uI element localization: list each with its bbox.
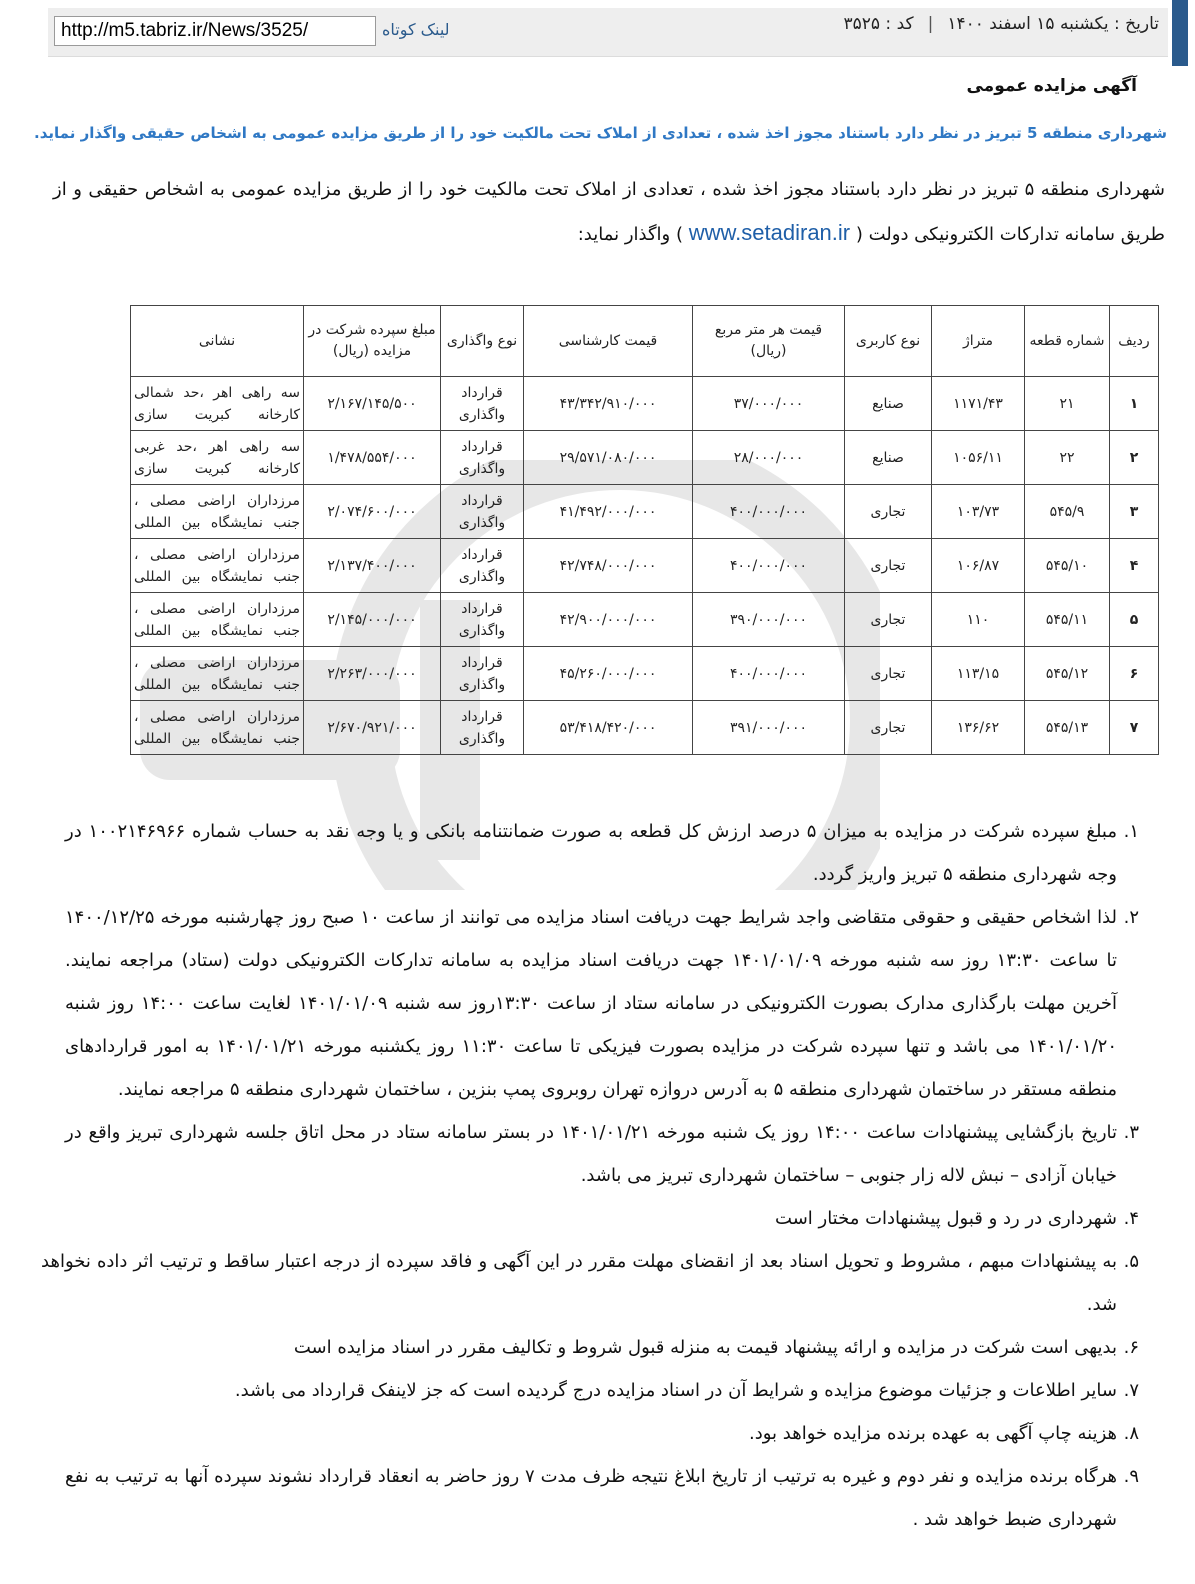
cell-appraised-price: ۴۲/۹۰۰/۰۰۰/۰۰۰ (524, 593, 693, 647)
date-code-info (844, 14, 1160, 34)
cell-price-per-sqm: ۴۰۰/۰۰۰/۰۰۰ (693, 647, 845, 701)
term-item (65, 1197, 1139, 1240)
cell-transfer-type: قرارداد واگذاری (441, 485, 524, 539)
col-header-parcel-number: شماره قطعه (1025, 306, 1110, 377)
article-summary: شهرداری منطقه 5 تبریز در نظر دارد باستناد مجوز اخذ شده ، تعدادی از املاک تحت مالکیت خود را از طریق مزایده عمومی به اشخاص حقیقی واگذار نماید. (34, 124, 1167, 142)
cell-parcel-number: ۲۲ (1025, 431, 1110, 485)
cell-area: ۱۱۷۱/۴۳ (932, 377, 1025, 431)
auction-table (130, 305, 1159, 755)
cell-address: مرزداران اراضی مصلی ، جنب نمایشگاه بین المللی (131, 593, 304, 647)
cell-appraised-price: ۴۲/۷۴۸/۰۰۰/۰۰۰ (524, 539, 693, 593)
cell-usage-type: تجاری (845, 593, 932, 647)
cell-address: مرزداران اراضی مصلی ، جنب نمایشگاه بین المللی (131, 647, 304, 701)
col-header-transfer-type: نوع واگذاری (441, 306, 524, 377)
cell-price-per-sqm: ۴۰۰/۰۰۰/۰۰۰ (693, 539, 845, 593)
term-number: ۴. (1123, 1208, 1139, 1229)
cell-row-number: ۱ (1110, 377, 1159, 431)
table-row (131, 701, 1159, 755)
term-item (65, 1412, 1139, 1455)
term-item (65, 1111, 1139, 1197)
table-row (131, 539, 1159, 593)
cell-address: مرزداران اراضی مصلی ، جنب نمایشگاه بین المللی (131, 539, 304, 593)
term-item (65, 1326, 1139, 1369)
col-header-usage-type: نوع کاربری (845, 306, 932, 377)
cell-deposit: ۲/۲۶۳/۰۰۰/۰۰۰ (304, 647, 441, 701)
cell-area: ۱۰۶/۸۷ (932, 539, 1025, 593)
cell-appraised-price: ۵۳/۴۱۸/۴۲۰/۰۰۰ (524, 701, 693, 755)
cell-address: سه راهی اهر ،حد غربی کارخانه کبریت سازی (131, 431, 304, 485)
col-header-row-number: ردیف (1110, 306, 1159, 377)
cell-deposit: ۲/۰۷۴/۶۰۰/۰۰۰ (304, 485, 441, 539)
cell-price-per-sqm: ۲۸/۰۰۰/۰۰۰ (693, 431, 845, 485)
col-header-price-per-sqm: قیمت هر متر مربع (ریال) (693, 306, 845, 377)
cell-area: ۱۰۵۶/۱۱ (932, 431, 1025, 485)
cell-price-per-sqm: ۴۰۰/۰۰۰/۰۰۰ (693, 485, 845, 539)
term-number: ۸. (1123, 1423, 1139, 1444)
cell-address: مرزداران اراضی مصلی ، جنب نمایشگاه بین المللی (131, 485, 304, 539)
cell-parcel-number: ۲۱ (1025, 377, 1110, 431)
term-text: شهرداری در رد و قبول پیشنهادات مختار است (775, 1208, 1117, 1229)
table-row (131, 377, 1159, 431)
term-number: ۲. (1123, 907, 1139, 928)
term-text: هزینه چاپ آگهی به عهده برنده مزایده خواهد بود. (749, 1423, 1117, 1444)
cell-row-number: ۷ (1110, 701, 1159, 755)
table-row (131, 431, 1159, 485)
term-item (65, 896, 1139, 1111)
term-number: ۶. (1123, 1337, 1139, 1358)
setadiran-link[interactable]: www.setadiran.ir (688, 220, 851, 245)
term-text: سایر اطلاعات و جزئیات موضوع مزایده و شرایط آن در اسناد مزایده درج گردیده است که جز لاینفک قرارداد می باشد. (234, 1380, 1117, 1401)
cell-appraised-price: ۴۳/۳۴۲/۹۱۰/۰۰۰ (524, 377, 693, 431)
cell-parcel-number: ۵۴۵/۱۳ (1025, 701, 1110, 755)
cell-usage-type: صنایع (845, 431, 932, 485)
term-number: ۹. (1123, 1466, 1139, 1487)
table-row (131, 647, 1159, 701)
terms-list (41, 810, 1139, 1541)
news-code: کد : ۳۵۲۵ (843, 14, 914, 34)
term-item (41, 1240, 1139, 1326)
table-header-row (131, 306, 1159, 377)
cell-deposit: ۲/۱۴۵/۰۰۰/۰۰۰ (304, 593, 441, 647)
term-text: به پیشنهادات مبهم ، مشروط و تحویل اسناد بعد از انقضای مهلت مقرر در این آگهی و فاقد سپرده از درجه اعتبار ساقط و ترتیب اثر داده نخواهد شد. (41, 1251, 1117, 1315)
short-link-url-field[interactable]: http://m5.tabriz.ir/News/3525/ (54, 16, 376, 46)
term-text: مبلغ سپرده شرکت در مزایده به میزان ۵ درصد ارزش کل قطعه به صورت ضمانتنامه بانکی و یا وجه نقد به حساب شماره ۱۰۰۲۱۴۶۹۶۶ در وجه شهرداری منطقه ۵ تبریز واریز گردد. (65, 821, 1117, 885)
term-item (65, 1455, 1139, 1541)
cell-transfer-type: قرارداد واگذاری (441, 377, 524, 431)
col-header-appraised-price: قیمت کارشناسی (524, 306, 693, 377)
cell-usage-type: تجاری (845, 539, 932, 593)
cell-parcel-number: ۵۴۵/۱۱ (1025, 593, 1110, 647)
table-row (131, 485, 1159, 539)
cell-transfer-type: قرارداد واگذاری (441, 539, 524, 593)
table-row (131, 593, 1159, 647)
cell-deposit: ۲/۱۳۷/۴۰۰/۰۰۰ (304, 539, 441, 593)
term-number: ۳. (1123, 1122, 1139, 1143)
intro-text-end: ) واگذار نماید: (577, 224, 683, 245)
cell-row-number: ۶ (1110, 647, 1159, 701)
col-header-address: نشانی (131, 306, 304, 377)
cell-transfer-type: قرارداد واگذاری (441, 647, 524, 701)
cell-price-per-sqm: ۳۷/۰۰۰/۰۰۰ (693, 377, 845, 431)
cell-deposit: ۲/۶۷۰/۹۲۱/۰۰۰ (304, 701, 441, 755)
cell-parcel-number: ۵۴۵/۱۰ (1025, 539, 1110, 593)
cell-area: ۱۰۳/۷۳ (932, 485, 1025, 539)
cell-usage-type: صنایع (845, 377, 932, 431)
cell-deposit: ۱/۴۷۸/۵۵۴/۰۰۰ (304, 431, 441, 485)
cell-parcel-number: ۵۴۵/۹ (1025, 485, 1110, 539)
term-text: لذا اشخاص حقیقی و حقوقی متقاضی واجد شرایط جهت دریافت اسناد مزایده می توانند از ساعت ۱۰ صبح روز چهارشنبه مورخه ۱۴۰۰/۱۲/۲۵ تا ساعت ۱۳:۳۰ روز سه شنبه مورخه ۱۴۰۱/۰۱/۰۹ جهت دریافت اسناد مزایده به سامانه تدارکات الکترونیکی دولت (ستاد) مراجعه نمایند. آخرین مهلت بارگذاری مدارک بصورت الکترونیکی در سامانه ستاد از ساعت ۱۳:۳۰روز سه شنبه ۱۴۰۱/۰۱/۰۹ لغایت ساعت ۱۴:۰۰ روز شنبه ۱۴۰۱/۰۱/۲۰ می باشد و تنها سپرده شرکت در مزایده بصورت فیزیکی تا ساعت ۱۱:۳۰ روز یکشنبه مورخه ۱۴۰۱/۰۱/۲۱ به امور قراردادهای منطقه مستقر در ساختمان شهرداری منطقه ۵ به آدرس دروازه تهران روبروی پمپ بنزین ، ساختمان شهرداری منطقه ۵ مراجعه نمایند. (65, 907, 1118, 1100)
cell-appraised-price: ۴۵/۲۶۰/۰۰۰/۰۰۰ (524, 647, 693, 701)
intro-text: شهرداری منطقه ۵ تبریز در نظر دارد باستناد مجوز اخذ شده ، تعدادی از املاک تحت مالکیت خود را از طریق مزایده عمومی به اشخاص حقیقی و از طریق سامانه تدارکات الکترونیکی دولت ( (53, 179, 1165, 245)
cell-usage-type: تجاری (845, 485, 932, 539)
cell-parcel-number: ۵۴۵/۱۲ (1025, 647, 1110, 701)
intro-paragraph (53, 168, 1165, 256)
cell-area: ۱۳۶/۶۲ (932, 701, 1025, 755)
cell-row-number: ۵ (1110, 593, 1159, 647)
cell-row-number: ۲ (1110, 431, 1159, 485)
term-text: بدیهی است شرکت در مزایده و ارائه پیشنهاد قیمت به منزله قبول شروط و تکالیف مقرر در اسناد مزایده است (293, 1337, 1117, 1358)
cell-address: سه راهی اهر ،حد شمالی کارخانه کبریت سازی (131, 377, 304, 431)
cell-usage-type: تجاری (845, 647, 932, 701)
term-number: ۱. (1123, 821, 1139, 842)
cell-row-number: ۴ (1110, 539, 1159, 593)
cell-usage-type: تجاری (845, 701, 932, 755)
cell-transfer-type: قرارداد واگذاری (441, 593, 524, 647)
term-item (65, 1369, 1139, 1412)
header-separator: | (927, 14, 934, 34)
cell-address: مرزداران اراضی مصلی ، جنب نمایشگاه بین المللی (131, 701, 304, 755)
cell-area: ۱۱۰ (932, 593, 1025, 647)
term-text: هرگاه برنده مزایده و نفر دوم و غیره به ترتیب از تاریخ ابلاغ نتیجه ظرف مدت ۷ روز حاضر به انعقاد قرارداد نشوند سپرده آنها به ترتیب به نفع شهرداری ضبط خواهد شد . (65, 1466, 1117, 1530)
col-header-area: متراژ (932, 306, 1025, 377)
cell-appraised-price: ۲۹/۵۷۱/۰۸۰/۰۰۰ (524, 431, 693, 485)
term-text: تاریخ بازگشایی پیشنهادات ساعت ۱۴:۰۰ روز یک شنبه مورخه ۱۴۰۱/۰۱/۲۱ در بستر سامانه ستاد در محل اتاق جلسه شهرداری تبریز واقع در خیابان آزادی – نبش لاله زار جنوبی – ساختمان شهرداری تبریز می باشد. (65, 1122, 1117, 1186)
cell-transfer-type: قرارداد واگذاری (441, 701, 524, 755)
header-accent-strip (1172, 0, 1188, 66)
cell-transfer-type: قرارداد واگذاری (441, 431, 524, 485)
article-title: آگهی مزایده عمومی (966, 76, 1137, 96)
cell-appraised-price: ۴۱/۴۹۲/۰۰۰/۰۰۰ (524, 485, 693, 539)
term-item (65, 810, 1139, 896)
cell-area: ۱۱۳/۱۵ (932, 647, 1025, 701)
cell-row-number: ۳ (1110, 485, 1159, 539)
cell-price-per-sqm: ۳۹۱/۰۰۰/۰۰۰ (693, 701, 845, 755)
col-header-deposit: مبلغ سپرده شرکت در مزایده (ریال) (304, 306, 441, 377)
cell-price-per-sqm: ۳۹۰/۰۰۰/۰۰۰ (693, 593, 845, 647)
cell-deposit: ۲/۱۶۷/۱۴۵/۵۰۰ (304, 377, 441, 431)
short-link-label: لینک کوتاه (382, 20, 450, 39)
term-number: ۵. (1123, 1251, 1139, 1272)
term-number: ۷. (1123, 1380, 1139, 1401)
date-text: تاریخ : یکشنبه ۱۵ اسفند ۱۴۰۰ (947, 14, 1159, 34)
